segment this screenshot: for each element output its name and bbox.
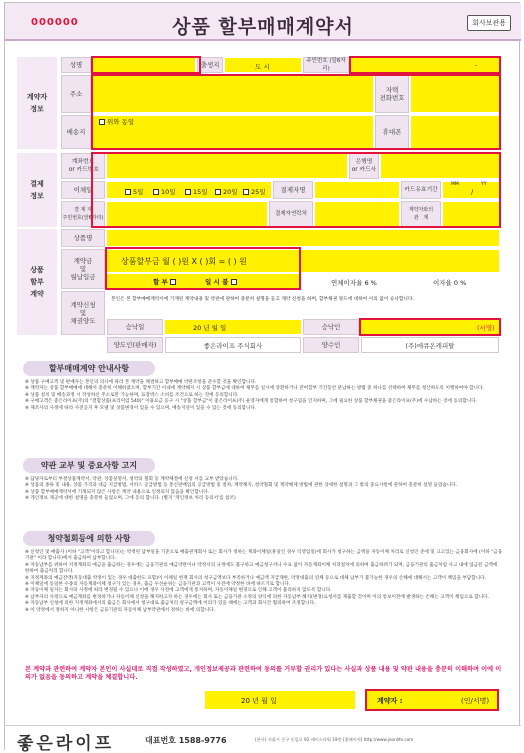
- bank-label: 은행명 or 카드사: [349, 153, 379, 179]
- address-mark: [91, 74, 501, 150]
- approval-date-label: 승낙일: [107, 319, 163, 335]
- account-label: 계좌번호 or 카드번호: [61, 153, 105, 179]
- withdrawal-line: ※ 신청인 및 매출사 (이하 "고객"이라고 합니다)는 약정된 납부일을 기준으로 매출관계회사 또는 회사가 정하는 계좌이체일(휴일인 경우 익영업일)에 회사가 청구하는 금액을 자동이체 처리로 신청인 준에 및 크고있는 금융회사에 (이하 "금융기관" 이라 합니다)에서 출금하여 납부합니다.: [25, 550, 503, 562]
- assignor-label: 양도인(판매자): [107, 337, 163, 353]
- birthplace-value: 도 시: [255, 63, 270, 71]
- contractor-sign-mark: (인/서명): [461, 697, 490, 705]
- terms-line: ※ 담당자로부터 부결상품계약서, 약관, 상품설명서, 청약의 철회 등 계약체결에 신청 서를 교부 받았습니다.: [25, 477, 239, 482]
- copy-badge: 회사보관용: [467, 15, 511, 31]
- withdrawal-heading: 청약철회등에 의한 사항: [23, 531, 155, 546]
- withdrawal-line: ※ 이 약정에서 정하지 아니한 사항은 금융기관의 자동이체 납부약관에서 정하는 바에 의합니다.: [25, 607, 216, 613]
- assignee-value: (주)에큐온캐피탈: [361, 337, 499, 353]
- address-label: 주소: [61, 75, 91, 113]
- guide-heading: 할부매매계약 안내사항: [23, 361, 155, 376]
- id-label: 주민번호 (앞6자리): [303, 57, 349, 73]
- approver-mark: [359, 318, 501, 336]
- day-label: 5일: [133, 188, 144, 196]
- terms-text: [25, 477, 503, 503]
- payer-label: 결제자명: [273, 181, 313, 199]
- home-phone-label: 자택 전화번호: [375, 75, 409, 113]
- company-logo: 좋은라이프: [17, 734, 115, 753]
- company-address: [본사] 서울시 중구 동일로 92 애이스타워 19층 [홈페이지] http://www.joonlife.com: [255, 737, 414, 742]
- approver-label: 승낙인: [303, 319, 359, 335]
- footer: [5, 725, 521, 751]
- consent-text: 본인은 본 할부매매계약서에 기재된 계약내용 및 약관에 관하여 충분히 설명을 듣고 계약 신청을 하며, 할부채권 양도에 대하여 이의 없이 승낙합니다.: [111, 297, 414, 302]
- guide-line: ※ 상품 설치 및 배송과정 시 작성하신 주소로만 가능하며, 표장박스 소비를 조건으로 하는 것에 동의합니다.: [25, 392, 239, 398]
- withdrawal-line: ※ 이체일에 동일한 수종의 자동계좌이체 청구가 있는 경우, 출금 우선순위는 금융기관과 고객이 사전에 약정한 바에 따르기로 합니다.: [25, 582, 291, 588]
- payer-contact-label: 결제자연락처: [269, 201, 313, 227]
- product-name-label: 상품명: [61, 229, 105, 247]
- guide-line: ※ 제조사의 사정에 따라 사전공지 후 모델 및 상품변경이 있을 수 있으며, 배송지연이 있을 수 있는 것에 동의합니다.: [25, 405, 257, 411]
- approval-date-value: 20 년 월 일: [193, 324, 227, 332]
- approval-date-field[interactable]: [165, 320, 301, 334]
- withdrawal-text: [25, 550, 503, 614]
- id-dash: -: [475, 61, 478, 69]
- guide-text: [25, 380, 503, 412]
- mm-label: MM: [451, 182, 459, 187]
- document-number: 000000: [31, 17, 79, 28]
- late-interest-rate: 연체이자율 6 %: [331, 279, 377, 287]
- delivery-label: 배송지: [61, 115, 91, 149]
- contractor-sign-label: 계약자 :: [377, 697, 403, 705]
- assignor-value: 좋은라이프 주식회사: [165, 337, 301, 353]
- delivery-same-label: 위와 동일: [107, 118, 135, 126]
- consent-box: [107, 291, 499, 317]
- contractor-sign-mark-box: [365, 689, 499, 711]
- payer-id-label: 결 제 자 주민번호(앞6자리): [61, 201, 105, 227]
- yy-label: YY: [481, 182, 487, 187]
- withdrawal-line: ※ 자동이체 일자는 회사의 사정에 따라 변경될 수 있으나 이에 경우 사전에 고객에게 통지하며, 자동이체일 변경으로 인해 고객이 불리하지 않도록 합니다.: [25, 588, 332, 594]
- transfer-day-label: 이체일: [61, 181, 105, 199]
- product-section-label: 상품 할부 계약: [17, 229, 57, 335]
- guide-line: ※ 구매고객은 좋은라이프(주)의 "결합상품(프리미엄 540)" 이용요금 등구 시 "상품 할부금"이 좋은라이프(주) 운영자에게 통합하여 청구됨을 인지하며, 그에 필요한 상품 할부채권을 좋은라이프(주)에 수납하는 것에 동의합니다.: [25, 399, 478, 405]
- name-label: 성명: [61, 57, 91, 73]
- guide-line: ※ 계약자는 상품 할부매매에 대해서 충분히 이해하였으며, 할부기간 이내에 계약해지 시 상품 할부금에 대하여 채무를 일시에 상환하거나 잔여할부 기간동안 분납하는 방법 중 하나를 선택하여 채무를 청산하도록 이행하여야 합니다.: [25, 386, 484, 392]
- interest-rate: 이자율 0 %: [433, 279, 467, 287]
- day-label: 25일: [251, 188, 266, 196]
- birthplace-label: 출생지: [197, 57, 223, 73]
- payment-section-label: 결제 정보: [17, 153, 57, 227]
- guide-line: ※ 상품 구매고객 및 판매자는 본인의 의사에 따라 본 계약을 체결하고 할부매매 약관조항을 준수할 것을 확인합니다.: [25, 380, 257, 385]
- approver-sign-mark: (서명): [477, 324, 495, 332]
- card-expiry-label: 카드유효기간: [401, 181, 441, 199]
- withdrawal-line: ※ 자동납부 신청에 의한 지정계좌에서의 출금은 회사에서 청구대로 출금처리 청구금액에 이의가 있을 때에는 고객과 회사간 협의하여 조정합니다.: [25, 601, 316, 607]
- header: [5, 3, 521, 41]
- agreement-warning: 본 계약과 관련하여 계약자 본인이 사실대로 직접 작성하였고, 개인정보제공과 관련하여 동의를 거부할 권리가 있다는 사실과 상품 내용 및 약관 내용을 충분히 이해하며 이에 이의가 없음을 동의하고 계약을 체결합니다.: [25, 666, 502, 681]
- contractor-section-label: 계약자 정보: [17, 57, 57, 149]
- rep-phone: 대표번호 1588-9776: [145, 736, 227, 745]
- amount-mark: [105, 247, 301, 290]
- day-label: 15일: [193, 188, 208, 196]
- contract-page: [4, 2, 520, 753]
- card-slash: /: [471, 188, 474, 196]
- installment-label: 할 부: [153, 278, 168, 286]
- product-name-field[interactable]: [107, 230, 499, 246]
- bottom-date: 20 년 월 일: [241, 697, 277, 705]
- page-title: 상품 할부매매계약서: [172, 16, 354, 38]
- assignee-label: 양수인: [303, 337, 359, 353]
- terms-line: ※ 상품 할부매매계약서에 기재되지 않은 사항은 계약 내용으로 인정되지 않음을 확인합니다.: [25, 489, 210, 495]
- day-label: 10일: [161, 188, 176, 196]
- lump-sum-label: 일 시 불: [205, 278, 229, 286]
- amount-label: 계약금 및 월납입금: [61, 249, 105, 289]
- relation-label: 계약자와의 관 계: [401, 201, 441, 227]
- terms-heading: 약관 교부 및 중요사항 고지: [23, 458, 155, 473]
- id-mark: [349, 56, 501, 74]
- bottom-date-field[interactable]: [205, 691, 355, 709]
- terms-line: ※ 상품의 종류 및 내용, 상품 가격과 대금 지급방법, 서비스 공급방법 등 통신판매업의 공급방법 및 절차, 계약해지, 청약철회 및 계약해제 방법에 관한 상세한 설명과 그 밖의 중요사항에 관하여 충분히 설명 들었습니다.: [25, 483, 458, 489]
- signature-label: 계약신청 및 채권양도: [61, 291, 105, 335]
- terms-line: ※ 개인정보 제공에 대한 설명을 충분히 들었으며, 그에 동의 합니다. (별지 '개인정보 처리 동의서'를 참조): [25, 496, 236, 502]
- withdrawal-line: ※ 자동납부를 위하여 지정계좌의 예금을 출금하는 경우에는 금융기관의 예금약관이나 약정서의 규정에도 불구하고 예금청구서나 수표 없이 자동계좌이체 처리절차에 의하여 출금하려가 되며, 금융기관의 출금처럼 사고 내에 업금된 금액에 한하여 출금처리 합니다.: [25, 562, 498, 575]
- mobile-label: 휴대폰: [375, 115, 409, 149]
- amount-formula: 상품할부금 월 ( )원 X ( )회 = ( ) 원: [121, 257, 247, 266]
- name-mark: [91, 56, 201, 74]
- day-label: 20일: [223, 188, 238, 196]
- withdrawal-line: ※ 납부자의 사정으로 예금계좌를 변경하거나 자동이체 신청을 해지하고자 하는 경우에는 회사 또는 금융기관 소정의 양식에 의한 자동납부 해지(변경)요청서를 제출할 것이며 이의 통보이전에 발생하는 손해는 고객이 책임으로 합니다.: [25, 594, 489, 600]
- withdrawal-line: ※ 지정계좌의 예금잔액(자동대출 약정이 있는 경우 대출한도 포함)이 이체일 현재 회사의 청구금액보다 부족하거나 예금액 지급제한, 약정대출의 연체 등으로 대체 납부가 불가능한 경우의 손해에 대해서는 고객이 책임을 부담합니다.: [25, 575, 487, 581]
- payment-mark: [91, 152, 501, 228]
